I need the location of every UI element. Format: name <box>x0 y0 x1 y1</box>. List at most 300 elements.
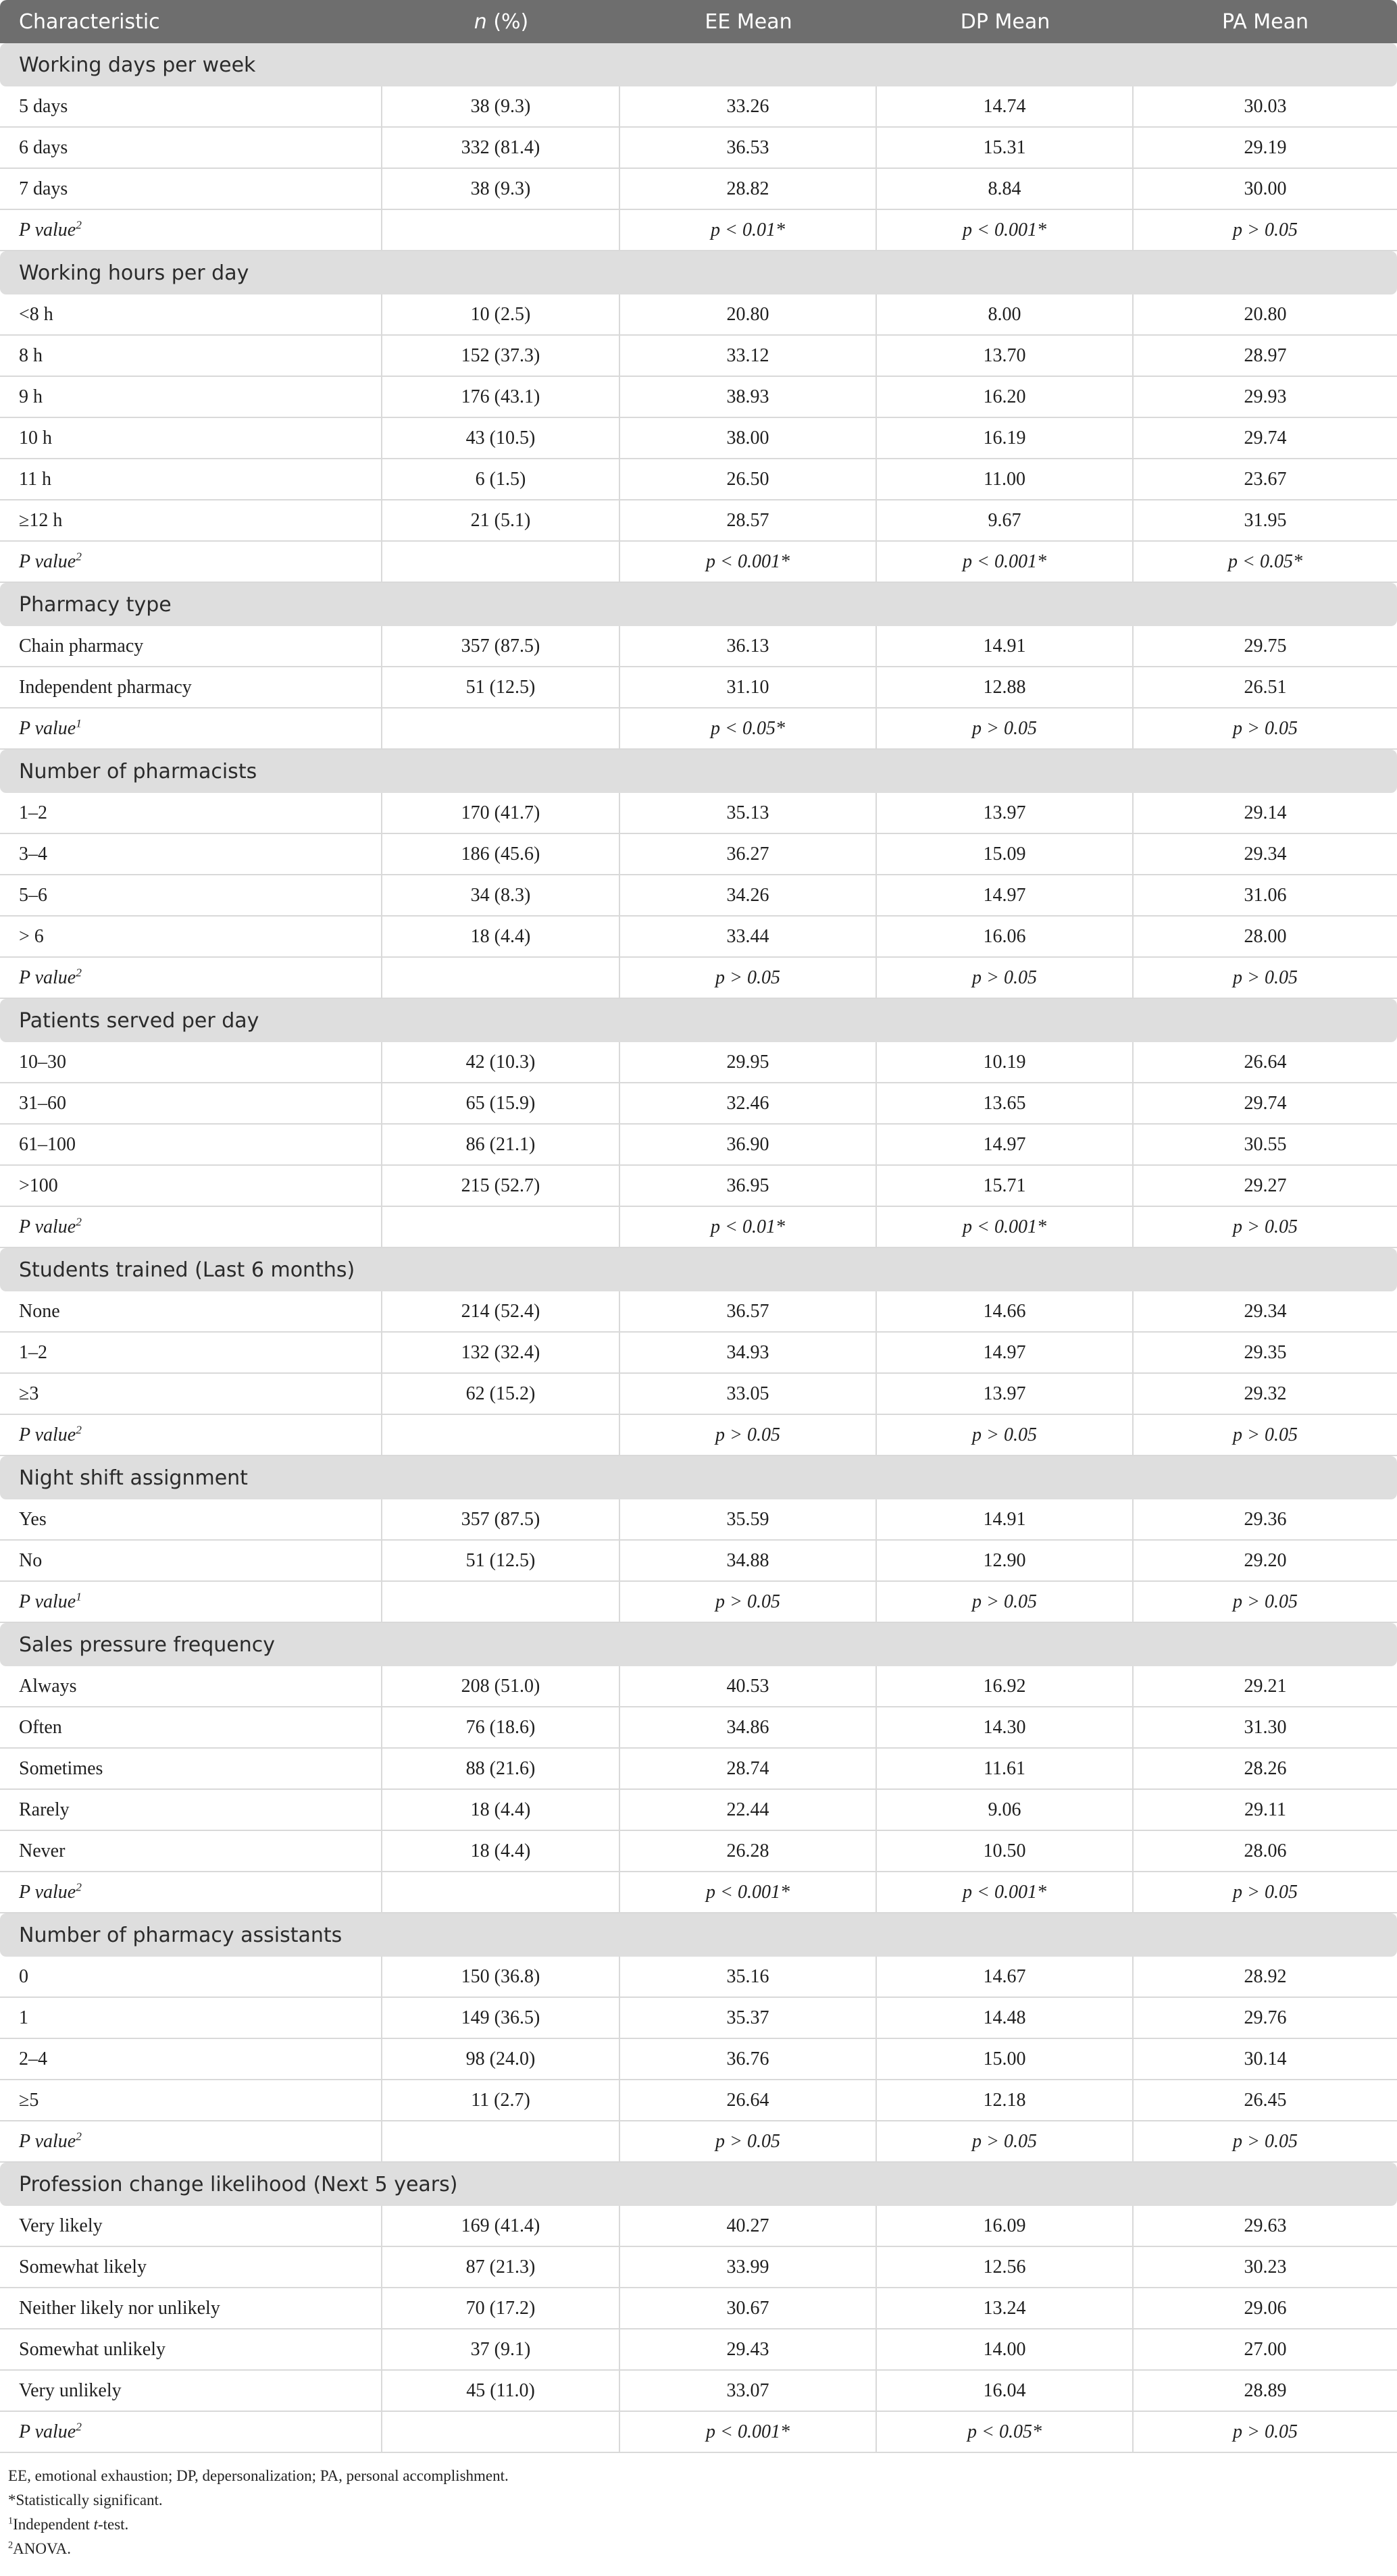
cell-n: 214 (52.4) <box>382 1291 620 1333</box>
cell-pa: 29.34 <box>1134 1291 1397 1333</box>
cell-dp: p < 0.05* <box>877 2412 1134 2453</box>
data-row <box>0 1998 1397 2039</box>
cell-pa: 26.45 <box>1134 2080 1397 2121</box>
cell-n: 87 (21.3) <box>382 2247 620 2288</box>
cell-n: 21 (5.1) <box>382 500 620 542</box>
cell-ee: 33.99 <box>620 2247 877 2288</box>
cell-dp: 14.48 <box>877 1998 1134 2039</box>
cell-n: 37 (9.1) <box>382 2329 620 2371</box>
cell-ee: 36.76 <box>620 2039 877 2080</box>
section-title: Number of pharmacists <box>0 750 1397 793</box>
section-row <box>0 750 1397 793</box>
section-row <box>0 2163 1397 2206</box>
cell-dp: p > 0.05 <box>877 1582 1134 1623</box>
row-label: >100 <box>0 1166 382 1207</box>
row-label: P value$^2$ <box>0 958 382 999</box>
cell-ee: p > 0.05 <box>620 1582 877 1623</box>
data-row <box>0 459 1397 500</box>
cell-dp: 15.31 <box>877 128 1134 169</box>
cell-pa: 30.23 <box>1134 2247 1397 2288</box>
cell-n: 42 (10.3) <box>382 1042 620 1083</box>
row-label: 2–4 <box>0 2039 382 2080</box>
section-row <box>0 999 1397 1042</box>
section-title: Patients served per day <box>0 999 1397 1042</box>
pvalue-row <box>0 709 1397 750</box>
row-label: P value$^1$ <box>0 709 382 750</box>
data-row <box>0 1790 1397 1831</box>
column-header-characteristic: Characteristic <box>0 0 382 43</box>
cell-dp: 14.30 <box>877 1707 1134 1749</box>
data-row <box>0 86 1397 128</box>
cell-n: 18 (4.4) <box>382 1790 620 1831</box>
cell-ee: 28.57 <box>620 500 877 542</box>
cell-ee: p > 0.05 <box>620 2121 877 2163</box>
row-label: Sometimes <box>0 1749 382 1790</box>
pvalue-row <box>0 1872 1397 1913</box>
cell-n <box>382 2121 620 2163</box>
cell-n: 149 (36.5) <box>382 1998 620 2039</box>
row-label: No <box>0 1541 382 1582</box>
data-row <box>0 1831 1397 1872</box>
cell-dp: 14.97 <box>877 1333 1134 1374</box>
cell-ee: 38.93 <box>620 377 877 418</box>
cell-pa: p < 0.05* <box>1134 542 1397 583</box>
data-row <box>0 1291 1397 1333</box>
cell-pa: 23.67 <box>1134 459 1397 500</box>
row-label: > 6 <box>0 917 382 958</box>
section-row <box>0 583 1397 626</box>
cell-ee: 36.53 <box>620 128 877 169</box>
cell-n: 51 (12.5) <box>382 667 620 709</box>
data-row <box>0 1374 1397 1415</box>
data-row <box>0 500 1397 542</box>
cell-ee: 36.57 <box>620 1291 877 1333</box>
cell-pa: 28.89 <box>1134 2371 1397 2412</box>
data-row <box>0 2329 1397 2371</box>
column-header-n_percent: n (%) <box>382 0 620 43</box>
section-row <box>0 1456 1397 1499</box>
table-body <box>0 43 1397 2453</box>
row-label: 10 h <box>0 418 382 459</box>
row-label: 11 h <box>0 459 382 500</box>
data-row <box>0 128 1397 169</box>
cell-n: 169 (41.4) <box>382 2206 620 2247</box>
cell-n <box>382 1872 620 1913</box>
data-row <box>0 1707 1397 1749</box>
cell-ee: 35.16 <box>620 1957 877 1998</box>
data-row <box>0 1083 1397 1125</box>
cell-pa: 29.63 <box>1134 2206 1397 2247</box>
cell-dp: 14.74 <box>877 86 1134 128</box>
cell-n: 208 (51.0) <box>382 1666 620 1707</box>
cell-n: 18 (4.4) <box>382 1831 620 1872</box>
data-row <box>0 834 1397 875</box>
cell-pa: 29.93 <box>1134 377 1397 418</box>
footnote: EE, emotional exhaustion; DP, depersonalization; PA, personal accomplishment. <box>8 2467 509 2484</box>
cell-ee: 33.26 <box>620 86 877 128</box>
cell-pa: 29.32 <box>1134 1374 1397 1415</box>
footnotes <box>0 2453 1397 2576</box>
cell-ee: 26.50 <box>620 459 877 500</box>
cell-pa: 29.14 <box>1134 793 1397 834</box>
section-row <box>0 43 1397 86</box>
row-label: 7 days <box>0 169 382 210</box>
cell-ee: 40.53 <box>620 1666 877 1707</box>
data-row <box>0 1499 1397 1541</box>
cell-ee: 29.43 <box>620 2329 877 2371</box>
cell-pa: 29.27 <box>1134 1166 1397 1207</box>
cell-n: 332 (81.4) <box>382 128 620 169</box>
cell-dp: 13.65 <box>877 1083 1134 1125</box>
cell-pa: 27.00 <box>1134 2329 1397 2371</box>
cell-dp: 14.97 <box>877 1125 1134 1166</box>
cell-dp: 12.18 <box>877 2080 1134 2121</box>
cell-n: 18 (4.4) <box>382 917 620 958</box>
data-row <box>0 2080 1397 2121</box>
cell-ee: p < 0.01* <box>620 210 877 251</box>
cell-ee: 33.44 <box>620 917 877 958</box>
cell-ee: 34.86 <box>620 1707 877 1749</box>
section-title: Working hours per day <box>0 251 1397 294</box>
section-title: Students trained (Last 6 months) <box>0 1248 1397 1291</box>
cell-n: 170 (41.7) <box>382 793 620 834</box>
cell-dp: 15.00 <box>877 2039 1134 2080</box>
data-row <box>0 917 1397 958</box>
row-label: ≥3 <box>0 1374 382 1415</box>
section-title: Sales pressure frequency <box>0 1623 1397 1666</box>
cell-pa: p > 0.05 <box>1134 1872 1397 1913</box>
cell-pa: 28.00 <box>1134 917 1397 958</box>
cell-pa: 28.97 <box>1134 336 1397 377</box>
cell-pa: 29.74 <box>1134 418 1397 459</box>
cell-dp: 8.00 <box>877 294 1134 336</box>
cell-n: 88 (21.6) <box>382 1749 620 1790</box>
cell-dp: 9.06 <box>877 1790 1134 1831</box>
cell-dp: p < 0.001* <box>877 1207 1134 1248</box>
row-label: P value$^2$ <box>0 542 382 583</box>
cell-dp: 13.97 <box>877 793 1134 834</box>
row-label: ≥5 <box>0 2080 382 2121</box>
cell-n: 86 (21.1) <box>382 1125 620 1166</box>
cell-n <box>382 542 620 583</box>
section-title: Working days per week <box>0 43 1397 86</box>
row-label: Never <box>0 1831 382 1872</box>
row-label: 10–30 <box>0 1042 382 1083</box>
cell-ee: 32.46 <box>620 1083 877 1125</box>
cell-dp: 14.97 <box>877 875 1134 917</box>
column-header-ee_mean: EE Mean <box>620 0 877 43</box>
cell-pa: 31.30 <box>1134 1707 1397 1749</box>
footnote: $^1$Independent t-test. <box>8 2515 129 2533</box>
cell-ee: 20.80 <box>620 294 877 336</box>
row-label: Somewhat unlikely <box>0 2329 382 2371</box>
cell-pa: 29.75 <box>1134 626 1397 667</box>
footnote: $^2$ANOVA. <box>8 2540 71 2557</box>
cell-pa: 29.36 <box>1134 1499 1397 1541</box>
pvalue-row <box>0 958 1397 999</box>
data-row <box>0 418 1397 459</box>
data-row <box>0 1957 1397 1998</box>
pvalue-row <box>0 210 1397 251</box>
cell-n: 45 (11.0) <box>382 2371 620 2412</box>
cell-pa: 20.80 <box>1134 294 1397 336</box>
row-label: P value$^2$ <box>0 1415 382 1456</box>
row-label: 3–4 <box>0 834 382 875</box>
pvalue-row <box>0 2412 1397 2453</box>
section-title: Number of pharmacy assistants <box>0 1913 1397 1957</box>
row-label: 1 <box>0 1998 382 2039</box>
row-label: 8 h <box>0 336 382 377</box>
row-label: 5–6 <box>0 875 382 917</box>
row-label: 5 days <box>0 86 382 128</box>
cell-pa: 30.14 <box>1134 2039 1397 2080</box>
data-row <box>0 294 1397 336</box>
cell-n: 132 (32.4) <box>382 1333 620 1374</box>
section-row <box>0 1913 1397 1957</box>
cell-n: 357 (87.5) <box>382 626 620 667</box>
cell-dp: p < 0.001* <box>877 1872 1134 1913</box>
cell-n <box>382 1207 620 1248</box>
cell-ee: 28.74 <box>620 1749 877 1790</box>
cell-ee: 35.59 <box>620 1499 877 1541</box>
cell-dp: 14.00 <box>877 2329 1134 2371</box>
data-row <box>0 2288 1397 2329</box>
cell-ee: p < 0.001* <box>620 542 877 583</box>
cell-pa: p > 0.05 <box>1134 210 1397 251</box>
cell-ee: p < 0.001* <box>620 2412 877 2453</box>
cell-dp: 16.06 <box>877 917 1134 958</box>
section-row <box>0 1248 1397 1291</box>
cell-n <box>382 958 620 999</box>
cell-n: 76 (18.6) <box>382 1707 620 1749</box>
cell-dp: p < 0.001* <box>877 542 1134 583</box>
cell-dp: 13.70 <box>877 336 1134 377</box>
cell-dp: 12.56 <box>877 2247 1134 2288</box>
cell-dp: 16.20 <box>877 377 1134 418</box>
cell-ee: 34.88 <box>620 1541 877 1582</box>
cell-ee: 36.27 <box>620 834 877 875</box>
cell-dp: p > 0.05 <box>877 1415 1134 1456</box>
cell-ee: 28.82 <box>620 169 877 210</box>
cell-n: 70 (17.2) <box>382 2288 620 2329</box>
row-label: Very likely <box>0 2206 382 2247</box>
cell-n: 176 (43.1) <box>382 377 620 418</box>
data-row <box>0 2039 1397 2080</box>
cell-ee: 36.95 <box>620 1166 877 1207</box>
cell-dp: 16.92 <box>877 1666 1134 1707</box>
row-label: P value$^2$ <box>0 2121 382 2163</box>
cell-pa: 29.19 <box>1134 128 1397 169</box>
data-row <box>0 1166 1397 1207</box>
row-label: P value$^2$ <box>0 2412 382 2453</box>
cell-n: 34 (8.3) <box>382 875 620 917</box>
cell-dp: 16.09 <box>877 2206 1134 2247</box>
cell-ee: 31.10 <box>620 667 877 709</box>
row-label: Very unlikely <box>0 2371 382 2412</box>
cell-ee: 34.93 <box>620 1333 877 1374</box>
cell-pa: 30.03 <box>1134 86 1397 128</box>
pvalue-row <box>0 1582 1397 1623</box>
cell-ee: p < 0.01* <box>620 1207 877 1248</box>
cell-n: 43 (10.5) <box>382 418 620 459</box>
column-header-pa_mean: PA Mean <box>1134 0 1397 43</box>
cell-n: 11 (2.7) <box>382 2080 620 2121</box>
cell-pa: 29.21 <box>1134 1666 1397 1707</box>
cell-pa: p > 0.05 <box>1134 1415 1397 1456</box>
cell-dp: 13.97 <box>877 1374 1134 1415</box>
cell-ee: 36.90 <box>620 1125 877 1166</box>
cell-n: 62 (15.2) <box>382 1374 620 1415</box>
cell-pa: 28.06 <box>1134 1831 1397 1872</box>
cell-dp: 15.71 <box>877 1166 1134 1207</box>
data-row <box>0 169 1397 210</box>
data-row <box>0 1749 1397 1790</box>
row-label: Neither likely nor unlikely <box>0 2288 382 2329</box>
cell-dp: 10.50 <box>877 1831 1134 1872</box>
row-label: Rarely <box>0 1790 382 1831</box>
cell-pa: 30.55 <box>1134 1125 1397 1166</box>
cell-pa: p > 0.05 <box>1134 1207 1397 1248</box>
data-row <box>0 667 1397 709</box>
row-label: 1–2 <box>0 793 382 834</box>
cell-dp: 12.88 <box>877 667 1134 709</box>
cell-pa: p > 0.05 <box>1134 958 1397 999</box>
row-label: Chain pharmacy <box>0 626 382 667</box>
cell-pa: 31.95 <box>1134 500 1397 542</box>
cell-dp: 14.91 <box>877 626 1134 667</box>
cell-n: 38 (9.3) <box>382 86 620 128</box>
cell-ee: p > 0.05 <box>620 1415 877 1456</box>
data-row <box>0 1541 1397 1582</box>
cell-n: 6 (1.5) <box>382 459 620 500</box>
cell-pa: 29.34 <box>1134 834 1397 875</box>
cell-pa: p > 0.05 <box>1134 2121 1397 2163</box>
cell-pa: 28.26 <box>1134 1749 1397 1790</box>
row-label: 9 h <box>0 377 382 418</box>
row-label: 0 <box>0 1957 382 1998</box>
row-label: Independent pharmacy <box>0 667 382 709</box>
cell-ee: 30.67 <box>620 2288 877 2329</box>
cell-n: 357 (87.5) <box>382 1499 620 1541</box>
pvalue-row <box>0 1207 1397 1248</box>
row-label: 31–60 <box>0 1083 382 1125</box>
cell-ee: 26.28 <box>620 1831 877 1872</box>
row-label: P value$^2$ <box>0 1872 382 1913</box>
pvalue-row <box>0 542 1397 583</box>
cell-ee: 40.27 <box>620 2206 877 2247</box>
row-label: ≥12 h <box>0 500 382 542</box>
data-row <box>0 793 1397 834</box>
cell-dp: p > 0.05 <box>877 958 1134 999</box>
cell-ee: p > 0.05 <box>620 958 877 999</box>
cell-ee: 35.37 <box>620 1998 877 2039</box>
cell-n: 65 (15.9) <box>382 1083 620 1125</box>
cell-pa: 30.00 <box>1134 169 1397 210</box>
cell-ee: 35.13 <box>620 793 877 834</box>
row-label: P value$^2$ <box>0 210 382 251</box>
cell-n: 38 (9.3) <box>382 169 620 210</box>
cell-pa: 29.74 <box>1134 1083 1397 1125</box>
cell-dp: 15.09 <box>877 834 1134 875</box>
cell-pa: 26.64 <box>1134 1042 1397 1083</box>
row-label: Yes <box>0 1499 382 1541</box>
cell-dp: 12.90 <box>877 1541 1134 1582</box>
data-row <box>0 1333 1397 1374</box>
row-label: 1–2 <box>0 1333 382 1374</box>
section-row <box>0 1623 1397 1666</box>
data-row <box>0 2371 1397 2412</box>
row-label: Always <box>0 1666 382 1707</box>
section-title: Pharmacy type <box>0 583 1397 626</box>
cell-pa: 29.76 <box>1134 1998 1397 2039</box>
cell-dp: 11.61 <box>877 1749 1134 1790</box>
cell-n <box>382 709 620 750</box>
cell-n <box>382 210 620 251</box>
cell-n <box>382 1415 620 1456</box>
cell-dp: 10.19 <box>877 1042 1134 1083</box>
row-label: 61–100 <box>0 1125 382 1166</box>
pvalue-row <box>0 2121 1397 2163</box>
cell-n: 10 (2.5) <box>382 294 620 336</box>
cell-pa: p > 0.05 <box>1134 1582 1397 1623</box>
row-label: None <box>0 1291 382 1333</box>
row-label: Often <box>0 1707 382 1749</box>
cell-pa: 29.11 <box>1134 1790 1397 1831</box>
cell-dp: 8.84 <box>877 169 1134 210</box>
cell-n: 98 (24.0) <box>382 2039 620 2080</box>
cell-dp: p > 0.05 <box>877 709 1134 750</box>
cell-dp: 14.67 <box>877 1957 1134 1998</box>
cell-dp: p > 0.05 <box>877 2121 1134 2163</box>
section-row <box>0 251 1397 294</box>
cell-n: 51 (12.5) <box>382 1541 620 1582</box>
cell-n: 152 (37.3) <box>382 336 620 377</box>
cell-n <box>382 2412 620 2453</box>
data-row <box>0 2247 1397 2288</box>
cell-n: 215 (52.7) <box>382 1166 620 1207</box>
cell-n: 186 (45.6) <box>382 834 620 875</box>
cell-ee: 38.00 <box>620 418 877 459</box>
cell-pa: 26.51 <box>1134 667 1397 709</box>
cell-pa: 29.35 <box>1134 1333 1397 1374</box>
cell-ee: p < 0.05* <box>620 709 877 750</box>
cell-ee: 22.44 <box>620 1790 877 1831</box>
cell-ee: p < 0.001* <box>620 1872 877 1913</box>
header-row <box>0 0 1397 43</box>
cell-n <box>382 1582 620 1623</box>
footnote: *Statistically significant. <box>8 2492 163 2508</box>
row-label: P value$^2$ <box>0 1207 382 1248</box>
cell-dp: 14.91 <box>877 1499 1134 1541</box>
cell-ee: 29.95 <box>620 1042 877 1083</box>
data-row <box>0 1666 1397 1707</box>
cell-ee: 34.26 <box>620 875 877 917</box>
data-row <box>0 336 1397 377</box>
section-title: Profession change likelihood (Next 5 years) <box>0 2163 1397 2206</box>
section-title: Night shift assignment <box>0 1456 1397 1499</box>
cell-pa: 31.06 <box>1134 875 1397 917</box>
cell-dp: 11.00 <box>877 459 1134 500</box>
data-row <box>0 1125 1397 1166</box>
cell-dp: 14.66 <box>877 1291 1134 1333</box>
cell-dp: 16.04 <box>877 2371 1134 2412</box>
data-row <box>0 626 1397 667</box>
cell-pa: p > 0.05 <box>1134 709 1397 750</box>
row-label: <8 h <box>0 294 382 336</box>
cell-pa: p > 0.05 <box>1134 2412 1397 2453</box>
cell-ee: 36.13 <box>620 626 877 667</box>
cell-ee: 33.12 <box>620 336 877 377</box>
